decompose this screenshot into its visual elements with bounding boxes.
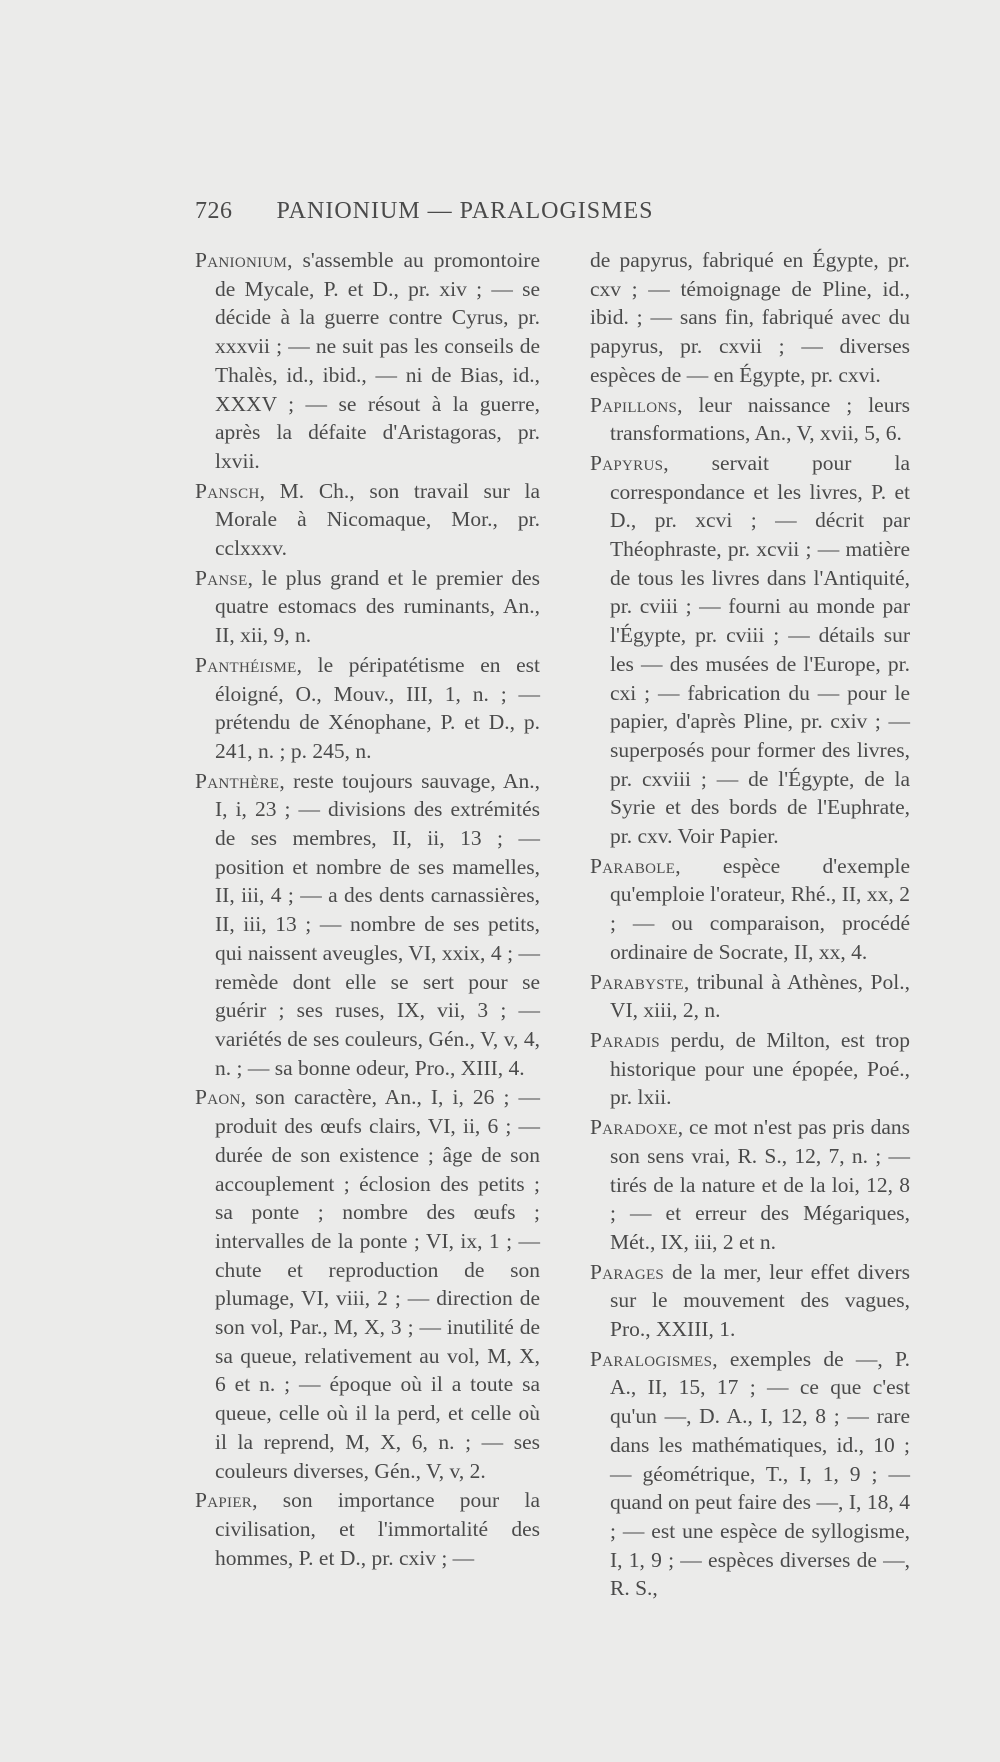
running-title: PANIONIUM — PARALOGISMES xyxy=(276,198,654,224)
entry-headword: Paradoxe xyxy=(590,1115,678,1140)
page-number: 726 xyxy=(195,198,233,224)
entry-text: de la mer, leur effet divers sur le mouvement des vagues, Pro., XXIII, 1. xyxy=(610,1259,910,1342)
entry-text: , son importance pour la civilisation, et l'immortalité des hommes, P. et D., pr. cxiv ; — xyxy=(215,1488,540,1570)
entry-headword: Paralogismes xyxy=(590,1346,713,1371)
right-column xyxy=(590,246,910,1604)
entry-text: , ce mot n'est pas pris dans son sens vrai, R. S., 12, 7, n. ; — tirés de la nature et de la loi, 12, 8 ; — et erreur des Mégariques, Mét., IX, iii, 2 et n. xyxy=(610,1115,910,1254)
entry-text: , servait pour la correspondance et les livres, P. et D., pr. xcvi ; — décrit par Théophraste, pr. xcvii ; — matière de tous les livres dans l'Antiquité, pr. cviii ; — fourni au monde par l'Égypte, pr. cviii ; — détails sur les — des musées de l'Europe, pr. cxi ; — fabrication du — pour le papier, d'après Pline, pr. cxiv ; — superposés pour former des livres, pr. cxviii ; — de l'Égypte, de la Syrie et des bords de l'Euphrate, pr. cxv. Voir Papier. xyxy=(610,450,910,849)
entry-headword: Parabyste xyxy=(590,969,684,994)
entry-headword: Parages xyxy=(590,1259,665,1284)
index-entry xyxy=(195,651,540,766)
index-entry xyxy=(195,246,540,476)
index-entry xyxy=(590,1345,910,1603)
index-entry xyxy=(195,477,540,563)
entry-headword: Papillons xyxy=(590,392,678,417)
entry-headword: Papyrus xyxy=(590,450,664,475)
page-header xyxy=(195,198,735,232)
index-entry xyxy=(195,564,540,650)
index-entry xyxy=(590,968,910,1025)
entry-headword: Pansch xyxy=(195,478,260,503)
entry-text: , M. Ch., son travail sur la Morale à Nicomaque, Mor., pr. cclxxxv. xyxy=(215,478,540,561)
entry-headword: Papier xyxy=(195,1488,253,1513)
index-entry xyxy=(195,767,540,1083)
entry-headword: Paon xyxy=(195,1085,241,1110)
entry-headword: Panse xyxy=(195,565,248,590)
entry-text: , le péripatétisme en est éloigné, O., Mouv., III, 1, n. ; — prétendu de Xénophane, P. et D., p. 241, n. ; p. 245, n. xyxy=(215,652,540,763)
entry-headword: Paradis xyxy=(590,1027,660,1052)
entry-text: , reste toujours sauvage, An., I, i, 23 ; — divisions des extrémités de ses membres, II, ii, 13 ; — position et nombre de ses mamelles, II, iii, 4 ; — a des dents carnassières, II, iii, 13 ; — nombre de ses petits, qui naissent aveugles, VI, xxix, 4 ; — remède dont elle se sert pour se guérir ; ses ruses, IX, vii, 3 ; — variétés de ses couleurs, Gén., V, v, 4, n. ; — sa bonne odeur, Pro., XIII, 4. xyxy=(215,768,540,1080)
index-entry xyxy=(590,449,910,851)
index-entry xyxy=(195,1486,540,1572)
entry-text: , espèce d'exemple qu'emploie l'orateur, Rhé., II, xx, 2 ; — ou comparaison, procédé ordinaire de Socrate, II, xx, 4. xyxy=(610,853,910,964)
index-entry xyxy=(590,852,910,967)
entry-headword: Panthéisme xyxy=(195,652,297,677)
index-entry xyxy=(590,1026,910,1112)
entry-text: , exemples de —, P. A., II, 15, 17 ; — ce que c'est qu'un —, D. A., I, 12, 8 ; — rare dans les mathématiques, id., 10 ; — géométrique, T., I, 1, 9 ; — quand on peut faire des —, I, 18, 4 ; — est une espèce de syllogisme, I, 1, 9 ; — espèces diverses de —, R. S., xyxy=(610,1346,910,1601)
entry-headword: Panionium xyxy=(195,248,288,272)
index-entry-continued xyxy=(590,246,910,390)
entry-text: de papyrus, fabriqué en Égypte, pr. cxv ; — témoignage de Pline, id., ibid. ; — sans fin, fabriqué avec du papyrus, pr. cxvii ; — diverses espèces de — en Égypte, pr. cxvi. xyxy=(590,248,910,387)
index-entry xyxy=(590,391,910,448)
index-entry xyxy=(195,1083,540,1485)
entry-headword: Panthère xyxy=(195,768,280,793)
entry-text: perdu, de Milton, est trop historique pour une épopée, Poé., pr. lxii. xyxy=(610,1027,910,1110)
entry-text: , leur naissance ; leurs transformations, An., V, xvii, 5, 6. xyxy=(610,392,910,446)
entry-text: , le plus grand et le premier des quatre estomacs des ruminants, An., II, xii, 9, n. xyxy=(215,565,540,648)
entry-headword: Parabole xyxy=(590,853,676,878)
entry-text: , tribunal à Athènes, Pol., VI, xiii, 2, n. xyxy=(610,969,910,1023)
entry-text: , s'assemble au promontoire de Mycale, P. et D., pr. xiv ; — se décide à la guerre contre Cyrus, pr. xxxvii ; — ne suit pas les conseils de Thalès, id., ibid., — ni de Bias, id., XXXV ; — se résout à la guerre, après la défaite d'Aristagoras, pr. lxvii. xyxy=(215,248,540,473)
entry-text: , son caractère, An., I, i, 26 ; — produit des œufs clairs, VI, ii, 6 ; — durée de son existence ; âge de son accouplement ; éclosion des petits ; sa ponte ; nombre des œufs ; intervalles de la ponte ; VI, ix, 1 ; — chute et reproduction de son plumage, VI, viii, 2 ; — direction de son vol, Par., M, X, 3 ; — inutilité de sa queue, relativement au vol, M, X, 6 et n. ; — époque où il a toute sa queue, celle où il la perd, et celle où il la reprend, M, X, 6, n. ; — ses couleurs diverses, Gén., V, v, 2. xyxy=(215,1085,540,1483)
index-entry xyxy=(590,1113,910,1257)
left-column xyxy=(195,246,540,1573)
index-entry xyxy=(590,1258,910,1344)
